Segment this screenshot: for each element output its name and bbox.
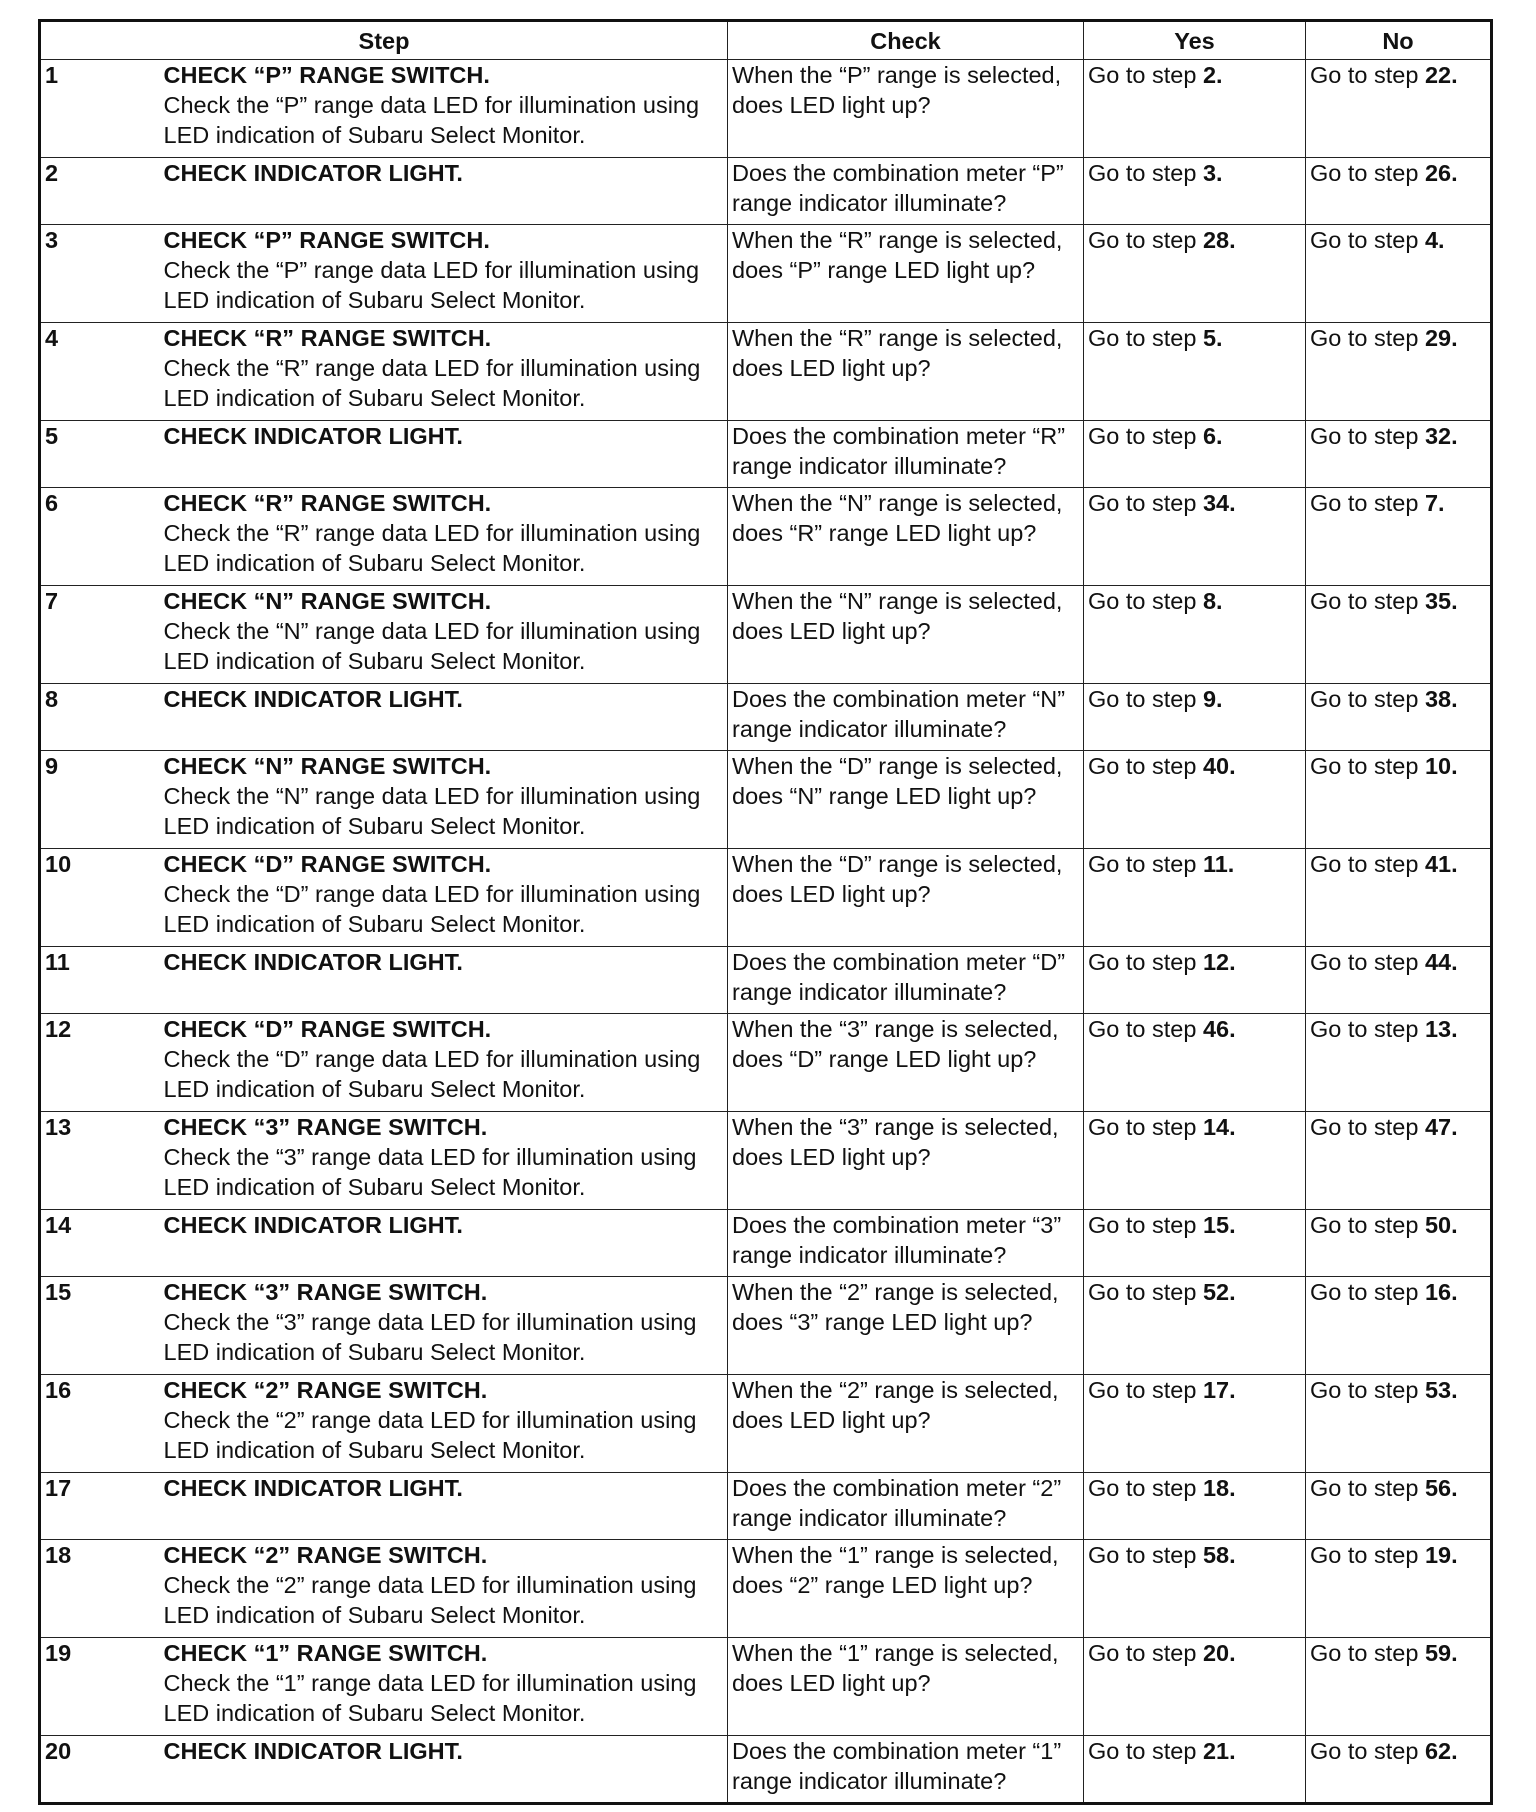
table-row bbox=[40, 488, 1492, 586]
yes-step: 5. bbox=[1202, 325, 1223, 351]
no-cell bbox=[1306, 1375, 1492, 1473]
yes-step: 18. bbox=[1202, 1475, 1236, 1501]
step-cell bbox=[160, 488, 728, 586]
no-cell bbox=[1306, 225, 1492, 323]
step-cell bbox=[160, 849, 728, 947]
step-number: 19 bbox=[40, 1638, 160, 1736]
no-step: 47. bbox=[1424, 1114, 1458, 1140]
yes-cell bbox=[1084, 1638, 1306, 1736]
table-row bbox=[40, 1638, 1492, 1736]
table-row bbox=[40, 1210, 1492, 1277]
step-description: Check the “R” range data LED for illumination using LED indication of Subaru Select Monitor. bbox=[163, 520, 701, 577]
step-title: CHECK INDICATOR LIGHT. bbox=[163, 686, 463, 712]
table-row bbox=[40, 225, 1492, 323]
yes-prefix: Go to step bbox=[1088, 227, 1197, 253]
step-cell bbox=[160, 1473, 728, 1540]
step-title: CHECK “N” RANGE SWITCH. bbox=[163, 588, 492, 614]
yes-cell bbox=[1084, 947, 1306, 1014]
no-step: 32. bbox=[1424, 423, 1458, 449]
step-number: 15 bbox=[40, 1277, 160, 1375]
yes-prefix: Go to step bbox=[1088, 1212, 1197, 1238]
step-description: Check the “D” range data LED for illumination using LED indication of Subaru Select Monitor. bbox=[163, 1046, 701, 1103]
no-prefix: Go to step bbox=[1310, 1279, 1419, 1305]
no-step: 10. bbox=[1424, 753, 1458, 779]
no-cell bbox=[1306, 1210, 1492, 1277]
step-number: 9 bbox=[40, 751, 160, 849]
yes-prefix: Go to step bbox=[1088, 753, 1197, 779]
no-step: 38. bbox=[1424, 686, 1458, 712]
step-number: 5 bbox=[40, 421, 160, 488]
step-title: CHECK INDICATOR LIGHT. bbox=[163, 1475, 463, 1501]
check-cell: When the “2” range is selected, does LED light up? bbox=[728, 1375, 1084, 1473]
table-row bbox=[40, 586, 1492, 684]
header-yes: Yes bbox=[1084, 21, 1306, 60]
step-cell bbox=[160, 947, 728, 1014]
step-title: CHECK INDICATOR LIGHT. bbox=[163, 1738, 463, 1764]
step-cell bbox=[160, 1112, 728, 1210]
table-row bbox=[40, 421, 1492, 488]
step-number: 14 bbox=[40, 1210, 160, 1277]
no-prefix: Go to step bbox=[1310, 1475, 1419, 1501]
no-step: 13. bbox=[1424, 1016, 1458, 1042]
table-row bbox=[40, 1736, 1492, 1804]
yes-cell bbox=[1084, 488, 1306, 586]
yes-prefix: Go to step bbox=[1088, 62, 1197, 88]
yes-prefix: Go to step bbox=[1088, 490, 1197, 516]
yes-step: 28. bbox=[1202, 227, 1236, 253]
no-cell bbox=[1306, 1014, 1492, 1112]
yes-step: 21. bbox=[1202, 1738, 1236, 1764]
step-number: 7 bbox=[40, 586, 160, 684]
no-step: 22. bbox=[1424, 62, 1458, 88]
check-cell: Does the combination meter “3” range indicator illuminate? bbox=[728, 1210, 1084, 1277]
yes-cell bbox=[1084, 1540, 1306, 1638]
no-cell bbox=[1306, 158, 1492, 225]
step-cell bbox=[160, 1638, 728, 1736]
yes-cell bbox=[1084, 421, 1306, 488]
yes-prefix: Go to step bbox=[1088, 325, 1197, 351]
yes-cell bbox=[1084, 1112, 1306, 1210]
no-cell bbox=[1306, 684, 1492, 751]
yes-prefix: Go to step bbox=[1088, 588, 1197, 614]
step-number: 8 bbox=[40, 684, 160, 751]
no-cell bbox=[1306, 60, 1492, 158]
step-cell bbox=[160, 1375, 728, 1473]
step-title: CHECK “R” RANGE SWITCH. bbox=[163, 490, 492, 516]
yes-prefix: Go to step bbox=[1088, 686, 1197, 712]
step-cell bbox=[160, 586, 728, 684]
step-title: CHECK INDICATOR LIGHT. bbox=[163, 423, 463, 449]
step-description: Check the “2” range data LED for illumination using LED indication of Subaru Select Monitor. bbox=[163, 1572, 697, 1629]
step-title: CHECK INDICATOR LIGHT. bbox=[163, 1212, 463, 1238]
no-cell bbox=[1306, 1540, 1492, 1638]
step-number: 12 bbox=[40, 1014, 160, 1112]
yes-step: 52. bbox=[1202, 1279, 1236, 1305]
step-title: CHECK “2” RANGE SWITCH. bbox=[163, 1377, 488, 1403]
table-row bbox=[40, 1112, 1492, 1210]
table-row bbox=[40, 1014, 1492, 1112]
yes-step: 12. bbox=[1202, 949, 1236, 975]
check-cell: When the “3” range is selected, does LED light up? bbox=[728, 1112, 1084, 1210]
header-no: No bbox=[1306, 21, 1492, 60]
yes-prefix: Go to step bbox=[1088, 949, 1197, 975]
table-row bbox=[40, 158, 1492, 225]
check-cell: Does the combination meter “2” range indicator illuminate? bbox=[728, 1473, 1084, 1540]
check-cell: Does the combination meter “P” range indicator illuminate? bbox=[728, 158, 1084, 225]
yes-prefix: Go to step bbox=[1088, 851, 1197, 877]
check-cell: Does the combination meter “N” range indicator illuminate? bbox=[728, 684, 1084, 751]
step-cell bbox=[160, 158, 728, 225]
step-cell bbox=[160, 323, 728, 421]
no-cell bbox=[1306, 1112, 1492, 1210]
step-number: 3 bbox=[40, 225, 160, 323]
no-prefix: Go to step bbox=[1310, 1738, 1419, 1764]
step-number: 16 bbox=[40, 1375, 160, 1473]
step-title: CHECK “P” RANGE SWITCH. bbox=[163, 62, 490, 88]
yes-step: 9. bbox=[1202, 686, 1223, 712]
table-row bbox=[40, 1277, 1492, 1375]
step-description: Check the “1” range data LED for illumination using LED indication of Subaru Select Monitor. bbox=[163, 1670, 697, 1727]
step-cell bbox=[160, 1277, 728, 1375]
no-cell bbox=[1306, 421, 1492, 488]
no-cell bbox=[1306, 849, 1492, 947]
yes-cell bbox=[1084, 1473, 1306, 1540]
yes-prefix: Go to step bbox=[1088, 1114, 1197, 1140]
yes-cell bbox=[1084, 849, 1306, 947]
yes-cell bbox=[1084, 1736, 1306, 1804]
check-cell: When the “P” range is selected, does LED light up? bbox=[728, 60, 1084, 158]
no-prefix: Go to step bbox=[1310, 949, 1419, 975]
yes-cell bbox=[1084, 60, 1306, 158]
yes-prefix: Go to step bbox=[1088, 1542, 1197, 1568]
no-prefix: Go to step bbox=[1310, 851, 1419, 877]
yes-cell bbox=[1084, 751, 1306, 849]
step-number: 20 bbox=[40, 1736, 160, 1804]
table-row bbox=[40, 60, 1492, 158]
no-step: 41. bbox=[1424, 851, 1458, 877]
step-cell bbox=[160, 421, 728, 488]
no-step: 35. bbox=[1424, 588, 1458, 614]
step-cell bbox=[160, 1540, 728, 1638]
no-prefix: Go to step bbox=[1310, 1542, 1419, 1568]
step-title: CHECK INDICATOR LIGHT. bbox=[163, 160, 463, 186]
table-row bbox=[40, 323, 1492, 421]
header-step: Step bbox=[40, 21, 728, 60]
yes-step: 11. bbox=[1202, 851, 1235, 877]
check-cell: When the “3” range is selected, does “D” range LED light up? bbox=[728, 1014, 1084, 1112]
yes-step: 3. bbox=[1202, 160, 1223, 186]
no-cell bbox=[1306, 1638, 1492, 1736]
step-cell bbox=[160, 1736, 728, 1804]
step-cell bbox=[160, 225, 728, 323]
no-prefix: Go to step bbox=[1310, 753, 1419, 779]
table-row bbox=[40, 1375, 1492, 1473]
no-step: 50. bbox=[1424, 1212, 1458, 1238]
yes-step: 6. bbox=[1202, 423, 1223, 449]
table-row bbox=[40, 1473, 1492, 1540]
no-cell bbox=[1306, 1473, 1492, 1540]
no-step: 16. bbox=[1424, 1279, 1458, 1305]
no-step: 62. bbox=[1424, 1738, 1458, 1764]
no-cell bbox=[1306, 947, 1492, 1014]
step-description: Check the “N” range data LED for illumination using LED indication of Subaru Select Monitor. bbox=[163, 618, 701, 675]
step-description: Check the “3” range data LED for illumination using LED indication of Subaru Select Monitor. bbox=[163, 1144, 697, 1201]
yes-step: 8. bbox=[1202, 588, 1223, 614]
step-cell bbox=[160, 1014, 728, 1112]
no-cell bbox=[1306, 1736, 1492, 1804]
step-number: 6 bbox=[40, 488, 160, 586]
step-description: Check the “3” range data LED for illumination using LED indication of Subaru Select Monitor. bbox=[163, 1309, 697, 1366]
step-title: CHECK “3” RANGE SWITCH. bbox=[163, 1279, 488, 1305]
yes-step: 46. bbox=[1202, 1016, 1236, 1042]
yes-cell bbox=[1084, 1014, 1306, 1112]
yes-cell bbox=[1084, 225, 1306, 323]
check-cell: When the “N” range is selected, does LED light up? bbox=[728, 586, 1084, 684]
no-cell bbox=[1306, 751, 1492, 849]
no-prefix: Go to step bbox=[1310, 1016, 1419, 1042]
step-cell bbox=[160, 1210, 728, 1277]
yes-cell bbox=[1084, 1277, 1306, 1375]
no-cell bbox=[1306, 586, 1492, 684]
no-prefix: Go to step bbox=[1310, 686, 1419, 712]
diagnostic-table bbox=[38, 19, 1493, 1805]
step-title: CHECK INDICATOR LIGHT. bbox=[163, 949, 463, 975]
check-cell: When the “D” range is selected, does “N” range LED light up? bbox=[728, 751, 1084, 849]
step-description: Check the “D” range data LED for illumination using LED indication of Subaru Select Monitor. bbox=[163, 881, 701, 938]
table-body bbox=[40, 60, 1492, 1804]
check-cell: When the “N” range is selected, does “R” range LED light up? bbox=[728, 488, 1084, 586]
step-title: CHECK “1” RANGE SWITCH. bbox=[163, 1640, 488, 1666]
no-prefix: Go to step bbox=[1310, 1212, 1419, 1238]
check-cell: When the “1” range is selected, does “2” range LED light up? bbox=[728, 1540, 1084, 1638]
step-number: 2 bbox=[40, 158, 160, 225]
step-number: 11 bbox=[40, 947, 160, 1014]
no-step: 4. bbox=[1424, 227, 1445, 253]
no-prefix: Go to step bbox=[1310, 325, 1419, 351]
no-prefix: Go to step bbox=[1310, 1114, 1419, 1140]
no-cell bbox=[1306, 323, 1492, 421]
step-title: CHECK “D” RANGE SWITCH. bbox=[163, 851, 492, 877]
step-description: Check the “2” range data LED for illumination using LED indication of Subaru Select Monitor. bbox=[163, 1407, 697, 1464]
check-cell: Does the combination meter “D” range indicator illuminate? bbox=[728, 947, 1084, 1014]
no-prefix: Go to step bbox=[1310, 160, 1419, 186]
no-prefix: Go to step bbox=[1310, 62, 1419, 88]
step-number: 1 bbox=[40, 60, 160, 158]
yes-step: 2. bbox=[1202, 62, 1223, 88]
yes-prefix: Go to step bbox=[1088, 1475, 1197, 1501]
no-cell bbox=[1306, 488, 1492, 586]
check-cell: When the “R” range is selected, does LED light up? bbox=[728, 323, 1084, 421]
step-description: Check the “N” range data LED for illumination using LED indication of Subaru Select Monitor. bbox=[163, 783, 701, 840]
yes-cell bbox=[1084, 323, 1306, 421]
yes-step: 34. bbox=[1202, 490, 1236, 516]
step-title: CHECK “3” RANGE SWITCH. bbox=[163, 1114, 488, 1140]
no-step: 26. bbox=[1424, 160, 1458, 186]
yes-step: 20. bbox=[1202, 1640, 1236, 1666]
table-row bbox=[40, 684, 1492, 751]
check-cell: Does the combination meter “1” range indicator illuminate? bbox=[728, 1736, 1084, 1804]
yes-step: 14. bbox=[1202, 1114, 1236, 1140]
table-row bbox=[40, 751, 1492, 849]
step-number: 10 bbox=[40, 849, 160, 947]
yes-cell bbox=[1084, 586, 1306, 684]
yes-step: 17. bbox=[1202, 1377, 1236, 1403]
step-description: Check the “P” range data LED for illumination using LED indication of Subaru Select Monitor. bbox=[163, 257, 700, 314]
yes-cell bbox=[1084, 158, 1306, 225]
step-description: Check the “P” range data LED for illumination using LED indication of Subaru Select Monitor. bbox=[163, 92, 700, 149]
yes-prefix: Go to step bbox=[1088, 1640, 1197, 1666]
check-cell: Does the combination meter “R” range indicator illuminate? bbox=[728, 421, 1084, 488]
step-title: CHECK “R” RANGE SWITCH. bbox=[163, 325, 492, 351]
step-title: CHECK “2” RANGE SWITCH. bbox=[163, 1542, 488, 1568]
yes-step: 58. bbox=[1202, 1542, 1236, 1568]
table-row bbox=[40, 1540, 1492, 1638]
no-step: 59. bbox=[1424, 1640, 1458, 1666]
step-cell bbox=[160, 60, 728, 158]
yes-cell bbox=[1084, 1375, 1306, 1473]
yes-step: 40. bbox=[1202, 753, 1236, 779]
yes-prefix: Go to step bbox=[1088, 1279, 1197, 1305]
yes-prefix: Go to step bbox=[1088, 423, 1197, 449]
no-prefix: Go to step bbox=[1310, 1377, 1419, 1403]
step-title: CHECK “N” RANGE SWITCH. bbox=[163, 753, 492, 779]
yes-step: 15. bbox=[1202, 1212, 1236, 1238]
no-step: 56. bbox=[1424, 1475, 1458, 1501]
no-prefix: Go to step bbox=[1310, 588, 1419, 614]
header-check: Check bbox=[728, 21, 1084, 60]
step-number: 17 bbox=[40, 1473, 160, 1540]
no-prefix: Go to step bbox=[1310, 423, 1419, 449]
yes-prefix: Go to step bbox=[1088, 1377, 1197, 1403]
no-step: 29. bbox=[1424, 325, 1458, 351]
yes-prefix: Go to step bbox=[1088, 1738, 1197, 1764]
yes-prefix: Go to step bbox=[1088, 1016, 1197, 1042]
step-number: 18 bbox=[40, 1540, 160, 1638]
no-step: 44. bbox=[1424, 949, 1458, 975]
step-title: CHECK “P” RANGE SWITCH. bbox=[163, 227, 490, 253]
yes-cell bbox=[1084, 684, 1306, 751]
step-title: CHECK “D” RANGE SWITCH. bbox=[163, 1016, 492, 1042]
no-cell bbox=[1306, 1277, 1492, 1375]
no-prefix: Go to step bbox=[1310, 227, 1419, 253]
no-step: 7. bbox=[1424, 490, 1445, 516]
yes-prefix: Go to step bbox=[1088, 160, 1197, 186]
check-cell: When the “R” range is selected, does “P” range LED light up? bbox=[728, 225, 1084, 323]
no-prefix: Go to step bbox=[1310, 490, 1419, 516]
yes-cell bbox=[1084, 1210, 1306, 1277]
no-step: 19. bbox=[1424, 1542, 1458, 1568]
check-cell: When the “2” range is selected, does “3” range LED light up? bbox=[728, 1277, 1084, 1375]
table-row bbox=[40, 849, 1492, 947]
no-prefix: Go to step bbox=[1310, 1640, 1419, 1666]
step-cell bbox=[160, 684, 728, 751]
check-cell: When the “1” range is selected, does LED light up? bbox=[728, 1638, 1084, 1736]
table-row bbox=[40, 947, 1492, 1014]
check-cell: When the “D” range is selected, does LED light up? bbox=[728, 849, 1084, 947]
header-row bbox=[40, 21, 1492, 60]
step-number: 4 bbox=[40, 323, 160, 421]
step-description: Check the “R” range data LED for illumination using LED indication of Subaru Select Monitor. bbox=[163, 355, 701, 412]
step-number: 13 bbox=[40, 1112, 160, 1210]
no-step: 53. bbox=[1424, 1377, 1458, 1403]
step-cell bbox=[160, 751, 728, 849]
